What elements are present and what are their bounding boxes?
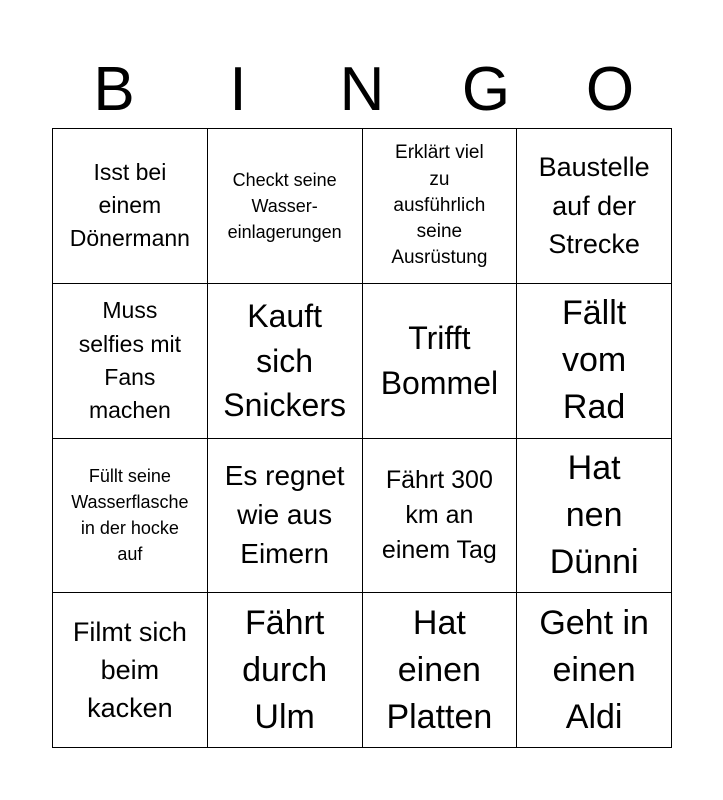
header-letter-n: N: [339, 55, 385, 124]
header-letter-o: O: [585, 55, 635, 124]
bingo-cell[interactable]: [517, 439, 672, 594]
cell-text: Trifft Bommel: [380, 320, 499, 401]
bingo-cell[interactable]: [53, 129, 208, 284]
cell-text: Checkt seine Wasser- einlagerungen: [227, 169, 342, 242]
bingo-cell[interactable]: [208, 593, 363, 748]
bingo-cell[interactable]: [363, 439, 518, 594]
bingo-header: [52, 52, 672, 128]
cell-text: Hat nen Dünni: [549, 449, 639, 581]
cell-text: Baustelle auf der Strecke: [538, 152, 650, 260]
cell-text: Isst bei einem Dönermann: [69, 159, 190, 252]
bingo-cell[interactable]: [53, 593, 208, 748]
cell-text: Geht in einen Aldi: [539, 603, 649, 736]
cell-text: Füllt seine Wasserflasche in der hocke auf: [71, 466, 189, 565]
bingo-cell[interactable]: [208, 284, 363, 439]
header-letter-i: I: [229, 55, 247, 124]
bingo-cell[interactable]: [208, 439, 363, 594]
cell-text: Fährt 300 km an einem Tag: [381, 465, 497, 564]
bingo-cell[interactable]: [363, 129, 518, 284]
bingo-cell[interactable]: [363, 284, 518, 439]
cell-text: Filmt sich beim kacken: [72, 616, 187, 724]
cell-text: Fällt vom Rad: [562, 294, 627, 427]
bingo-cell[interactable]: [208, 129, 363, 284]
bingo-board: [52, 128, 672, 748]
bingo-cell[interactable]: [363, 593, 518, 748]
bingo-cell[interactable]: [517, 593, 672, 748]
cell-text: Muss selfies mit Fans machen: [78, 297, 181, 423]
header-letter-g: G: [461, 55, 511, 124]
bingo-cell[interactable]: [517, 284, 672, 439]
bingo-cell[interactable]: [53, 439, 208, 594]
cell-text: Fährt durch Ulm: [242, 603, 328, 736]
bingo-cell[interactable]: [517, 129, 672, 284]
cell-text: Hat einen Platten: [386, 603, 493, 736]
cell-text: Kauft sich Snickers: [223, 298, 346, 423]
cell-text: Es regnet wie aus Eimern: [224, 460, 345, 569]
header-letter-b: B: [93, 55, 135, 124]
bingo-cell[interactable]: [53, 284, 208, 439]
cell-text: Erklärt viel zu ausführlich seine Ausrüstung: [391, 142, 488, 269]
